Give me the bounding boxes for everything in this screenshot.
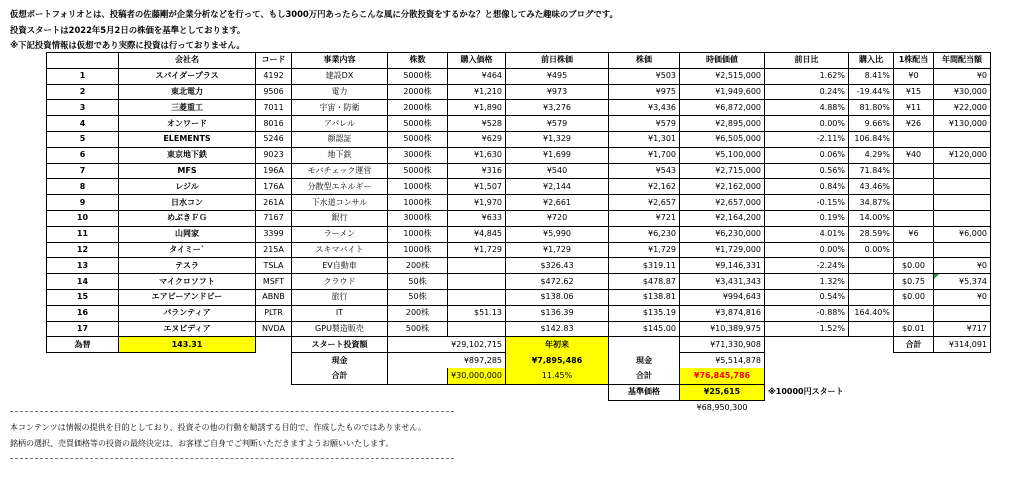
purchase-price: ¥4,845 bbox=[448, 226, 506, 242]
market-value: ¥2,895,000 bbox=[680, 116, 765, 132]
header-cell: 年間配当額 bbox=[934, 53, 991, 69]
shares: 1000株 bbox=[388, 242, 448, 258]
prev-price: ¥579 bbox=[506, 116, 609, 132]
stock-code: MSFT bbox=[256, 274, 292, 290]
table-row bbox=[47, 226, 991, 242]
row-number: 12 bbox=[47, 242, 119, 258]
prev-price: $138.06 bbox=[506, 289, 609, 305]
purchase-change bbox=[849, 274, 894, 290]
shares: 3000株 bbox=[388, 147, 448, 163]
company-name: レジル bbox=[119, 179, 256, 195]
dividend-total-label: 合計 bbox=[894, 337, 934, 353]
cash2-label: 現金 bbox=[609, 353, 680, 369]
prev-price: ¥720 bbox=[506, 210, 609, 226]
summary-row-cash bbox=[47, 353, 991, 369]
company-name: 三菱重工 bbox=[119, 100, 256, 116]
table-row bbox=[47, 195, 991, 211]
price: $138.81 bbox=[609, 289, 680, 305]
market-value: ¥1,949,600 bbox=[680, 84, 765, 100]
market-value: ¥6,505,000 bbox=[680, 131, 765, 147]
annual-dividend bbox=[934, 163, 991, 179]
company-name: めぶきＦＧ bbox=[119, 210, 256, 226]
purchase-change: 164.40% bbox=[849, 305, 894, 321]
purchase-price: ¥1,970 bbox=[448, 195, 506, 211]
purchase-price bbox=[448, 258, 506, 274]
shares: 5000株 bbox=[388, 131, 448, 147]
day-change: 0.84% bbox=[765, 179, 849, 195]
dividend-per-share: ¥15 bbox=[894, 84, 934, 100]
company-name: パランティア bbox=[119, 305, 256, 321]
stock-code: TSLA bbox=[256, 258, 292, 274]
dividend-per-share: $0.00 bbox=[894, 289, 934, 305]
purchase-change: 34.87% bbox=[849, 195, 894, 211]
row-number: 11 bbox=[47, 226, 119, 242]
purchase-price: ¥1,210 bbox=[448, 84, 506, 100]
row-number: 6 bbox=[47, 147, 119, 163]
day-change: 0.54% bbox=[765, 289, 849, 305]
business: 地下鉄 bbox=[292, 147, 388, 163]
price: ¥543 bbox=[609, 163, 680, 179]
summary-row-fx bbox=[47, 337, 991, 353]
prev-price: ¥1,329 bbox=[506, 131, 609, 147]
table-row bbox=[47, 163, 991, 179]
intro-line-2: 投資スタートは2022年5月2日の株価を基準としております。 bbox=[10, 25, 246, 35]
shares: 200株 bbox=[388, 305, 448, 321]
annual-dividend: ¥0 bbox=[934, 289, 991, 305]
row-number: 9 bbox=[47, 195, 119, 211]
market-total-value: ¥71,330,908 bbox=[680, 337, 765, 353]
stock-code: 196A bbox=[256, 163, 292, 179]
market-value: ¥9,146,331 bbox=[680, 258, 765, 274]
business: クラウド bbox=[292, 274, 388, 290]
company-name: スパイダープラス bbox=[119, 68, 256, 84]
intro-line-1: 仮想ポートフォリオとは、投稿者の佐藤剛が企業分析などを行って、もし3000万円あったらこんな風に分散投資をするかな？と想像してみた趣味のブログです。 bbox=[10, 9, 618, 19]
market-value: ¥2,162,000 bbox=[680, 179, 765, 195]
year-start-label: 年初来 bbox=[506, 337, 609, 353]
shares: 3000株 bbox=[388, 210, 448, 226]
year-pct-value: 11.45% bbox=[506, 368, 609, 384]
prev-price: $472.62 bbox=[506, 274, 609, 290]
purchase-change: 0.00% bbox=[849, 242, 894, 258]
day-change: -0.15% bbox=[765, 195, 849, 211]
dividend-per-share bbox=[894, 305, 934, 321]
shares: 1000株 bbox=[388, 179, 448, 195]
dividend-per-share: ¥26 bbox=[894, 116, 934, 132]
purchase-price: $51.13 bbox=[448, 305, 506, 321]
purchase-price: ¥316 bbox=[448, 163, 506, 179]
disclaimer-line-2: 銘柄の選択、売買価格等の投資の最終決定は、お客様ご自身でご判断いただきますようお願いいたします。 bbox=[10, 439, 394, 448]
table-row bbox=[47, 84, 991, 100]
price: ¥1,700 bbox=[609, 147, 680, 163]
shares: 2000株 bbox=[388, 100, 448, 116]
purchase-price: ¥629 bbox=[448, 131, 506, 147]
purchase-change: 81.80% bbox=[849, 100, 894, 116]
dividend-total-value: ¥314,091 bbox=[934, 337, 991, 353]
day-change: -2.11% bbox=[765, 131, 849, 147]
shares: 5000株 bbox=[388, 163, 448, 179]
business: アパレル bbox=[292, 116, 388, 132]
market-value: ¥994,643 bbox=[680, 289, 765, 305]
year-start-value: ¥7,895,486 bbox=[506, 353, 609, 369]
dividend-per-share bbox=[894, 163, 934, 179]
prev-price: ¥3,276 bbox=[506, 100, 609, 116]
market-value: ¥2,657,000 bbox=[680, 195, 765, 211]
shares: 5000株 bbox=[388, 116, 448, 132]
dividend-per-share bbox=[894, 179, 934, 195]
purchase-price: ¥1,890 bbox=[448, 100, 506, 116]
row-number: 15 bbox=[47, 289, 119, 305]
market-value: ¥2,715,000 bbox=[680, 163, 765, 179]
purchase-change: 4.29% bbox=[849, 147, 894, 163]
market-value: ¥2,164,200 bbox=[680, 210, 765, 226]
prev-price: ¥540 bbox=[506, 163, 609, 179]
dividend-per-share: ¥0 bbox=[894, 68, 934, 84]
company-name: エアビーアンドビー bbox=[119, 289, 256, 305]
row-number: 4 bbox=[47, 116, 119, 132]
annual-dividend bbox=[934, 242, 991, 258]
company-name: 東京地下鉄 bbox=[119, 147, 256, 163]
purchase-price: ¥1,630 bbox=[448, 147, 506, 163]
purchase-change: 106.84% bbox=[849, 131, 894, 147]
market-value: ¥6,230,000 bbox=[680, 226, 765, 242]
price: ¥2,162 bbox=[609, 179, 680, 195]
portfolio-table bbox=[46, 52, 991, 416]
header-cell: 会社名 bbox=[119, 53, 256, 69]
bottom-value: ¥68,950,300 bbox=[696, 403, 748, 413]
row-number: 1 bbox=[47, 68, 119, 84]
table-row bbox=[47, 147, 991, 163]
annual-dividend bbox=[934, 179, 991, 195]
price: $135.19 bbox=[609, 305, 680, 321]
annual-dividend bbox=[934, 210, 991, 226]
business: 宇宙・防衛 bbox=[292, 100, 388, 116]
price: $478.87 bbox=[609, 274, 680, 290]
annual-dividend: ¥30,000 bbox=[934, 84, 991, 100]
price: ¥2,657 bbox=[609, 195, 680, 211]
annual-dividend: ¥130,000 bbox=[934, 116, 991, 132]
market-value: ¥10,389,975 bbox=[680, 321, 765, 337]
business: 下水道コンサル bbox=[292, 195, 388, 211]
row-number: 7 bbox=[47, 163, 119, 179]
purchase-change: 71.84% bbox=[849, 163, 894, 179]
company-name: エヌビディア bbox=[119, 321, 256, 337]
stock-code: 9023 bbox=[256, 147, 292, 163]
table-row bbox=[47, 289, 991, 305]
prev-price: ¥5,990 bbox=[506, 226, 609, 242]
header-cell: コード bbox=[256, 53, 292, 69]
price: ¥3,436 bbox=[609, 100, 680, 116]
shares: 5000株 bbox=[388, 68, 448, 84]
row-number: 2 bbox=[47, 84, 119, 100]
stock-code: 4192 bbox=[256, 68, 292, 84]
table-row bbox=[47, 179, 991, 195]
business: 顔認証 bbox=[292, 131, 388, 147]
day-change: 0.00% bbox=[765, 116, 849, 132]
day-change: 1.62% bbox=[765, 68, 849, 84]
stock-code: 7011 bbox=[256, 100, 292, 116]
purchase-price: ¥1,507 bbox=[448, 179, 506, 195]
annual-dividend: ¥5,374 bbox=[934, 274, 991, 290]
price: ¥1,301 bbox=[609, 131, 680, 147]
header-cell: 株数 bbox=[388, 53, 448, 69]
table-row bbox=[47, 258, 991, 274]
price: ¥503 bbox=[609, 68, 680, 84]
cash2-value: ¥5,514,878 bbox=[680, 353, 765, 369]
table-header-row bbox=[47, 53, 991, 69]
day-change: 0.00% bbox=[765, 242, 849, 258]
purchase-change: 43.46% bbox=[849, 179, 894, 195]
table-row bbox=[47, 321, 991, 337]
table-row bbox=[47, 100, 991, 116]
stock-code: PLTR bbox=[256, 305, 292, 321]
market-value: ¥5,100,000 bbox=[680, 147, 765, 163]
purchase-price: ¥1,729 bbox=[448, 242, 506, 258]
row-number: 13 bbox=[47, 258, 119, 274]
annual-dividend: ¥0 bbox=[934, 68, 991, 84]
header-cell: 購入比 bbox=[849, 53, 894, 69]
stock-code: ABNB bbox=[256, 289, 292, 305]
stock-code: 5246 bbox=[256, 131, 292, 147]
day-change: 1.32% bbox=[765, 274, 849, 290]
business: 電力 bbox=[292, 84, 388, 100]
company-name: オンワード bbox=[119, 116, 256, 132]
business: モバチェック運営 bbox=[292, 163, 388, 179]
price: ¥6,230 bbox=[609, 226, 680, 242]
prev-price: ¥973 bbox=[506, 84, 609, 100]
business: 分散型エネルギー bbox=[292, 179, 388, 195]
price: ¥975 bbox=[609, 84, 680, 100]
fx-label: 為替 bbox=[47, 337, 119, 353]
price: $319.11 bbox=[609, 258, 680, 274]
disclaimer-line-1: 本コンテンツは情報の提供を目的としており、投資その他の行動を勧誘する目的で、作成したものではありません。 bbox=[10, 423, 426, 432]
header-cell: 1株配当 bbox=[894, 53, 934, 69]
annual-dividend bbox=[934, 131, 991, 147]
company-name: ELEMENTS bbox=[119, 131, 256, 147]
stock-code: NVDA bbox=[256, 321, 292, 337]
prev-price: ¥495 bbox=[506, 68, 609, 84]
business: IT bbox=[292, 305, 388, 321]
day-change: -0.88% bbox=[765, 305, 849, 321]
annual-dividend: ¥120,000 bbox=[934, 147, 991, 163]
table-row bbox=[47, 116, 991, 132]
purchase-price: ¥528 bbox=[448, 116, 506, 132]
shares: 500株 bbox=[388, 321, 448, 337]
header-cell bbox=[47, 53, 119, 69]
total2-value: ¥76,845,786 bbox=[680, 368, 765, 384]
header-cell: 前日株価 bbox=[506, 53, 609, 69]
day-change: 0.24% bbox=[765, 84, 849, 100]
market-value: ¥3,431,343 bbox=[680, 274, 765, 290]
purchase-price bbox=[448, 321, 506, 337]
purchase-change: -19.44% bbox=[849, 84, 894, 100]
dividend-per-share: $0.01 bbox=[894, 321, 934, 337]
dividend-per-share: $0.00 bbox=[894, 258, 934, 274]
shares: 50株 bbox=[388, 289, 448, 305]
shares: 1000株 bbox=[388, 226, 448, 242]
price: ¥721 bbox=[609, 210, 680, 226]
stock-code: 3399 bbox=[256, 226, 292, 242]
table-row bbox=[47, 68, 991, 84]
dividend-per-share: $0.75 bbox=[894, 274, 934, 290]
company-name: MFS bbox=[119, 163, 256, 179]
header-cell: 事業内容 bbox=[292, 53, 388, 69]
prev-price: $326.43 bbox=[506, 258, 609, 274]
summary-row-bottom bbox=[47, 400, 991, 416]
price: $145.00 bbox=[609, 321, 680, 337]
dividend-per-share bbox=[894, 210, 934, 226]
company-name: テスラ bbox=[119, 258, 256, 274]
table-row bbox=[47, 242, 991, 258]
table-row bbox=[47, 274, 991, 290]
header-cell: 時価価値 bbox=[680, 53, 765, 69]
price: ¥1,729 bbox=[609, 242, 680, 258]
day-change: -2.24% bbox=[765, 258, 849, 274]
annual-dividend: ¥22,000 bbox=[934, 100, 991, 116]
table-row bbox=[47, 210, 991, 226]
company-name: マイクロソフト bbox=[119, 274, 256, 290]
day-change: 0.06% bbox=[765, 147, 849, 163]
row-number: 5 bbox=[47, 131, 119, 147]
company-name: 日水コン bbox=[119, 195, 256, 211]
business: GPU製造販売 bbox=[292, 321, 388, 337]
dividend-per-share: ¥11 bbox=[894, 100, 934, 116]
purchase-change bbox=[849, 289, 894, 305]
business: スキマバイト bbox=[292, 242, 388, 258]
purchase-price: ¥633 bbox=[448, 210, 506, 226]
purchase-change: 14.00% bbox=[849, 210, 894, 226]
business: 建設DX bbox=[292, 68, 388, 84]
annual-dividend: ¥717 bbox=[934, 321, 991, 337]
prev-price: $142.83 bbox=[506, 321, 609, 337]
day-change: 1.52% bbox=[765, 321, 849, 337]
business: ラーメン bbox=[292, 226, 388, 242]
prev-price: ¥2,144 bbox=[506, 179, 609, 195]
stock-code: 9506 bbox=[256, 84, 292, 100]
stock-code: 261A bbox=[256, 195, 292, 211]
row-number: 14 bbox=[47, 274, 119, 290]
base-price-label: 基準価格 bbox=[609, 384, 680, 400]
row-number: 10 bbox=[47, 210, 119, 226]
price: ¥579 bbox=[609, 116, 680, 132]
base-price-value: ¥25,615 bbox=[680, 384, 765, 400]
company-name: 山岡家 bbox=[119, 226, 256, 242]
purchase-change bbox=[849, 321, 894, 337]
divider-top bbox=[10, 411, 454, 412]
fx-value: 143.31 bbox=[119, 337, 256, 353]
shares: 1000株 bbox=[388, 195, 448, 211]
purchase-change: 9.66% bbox=[849, 116, 894, 132]
market-value: ¥6,872,000 bbox=[680, 100, 765, 116]
base-price-note: ※10000円スタート bbox=[768, 387, 844, 397]
day-change: 4.88% bbox=[765, 100, 849, 116]
row-number: 16 bbox=[47, 305, 119, 321]
table-row bbox=[47, 131, 991, 147]
dividend-per-share: ¥40 bbox=[894, 147, 934, 163]
header-cell: 株価 bbox=[609, 53, 680, 69]
annual-dividend: ¥0 bbox=[934, 258, 991, 274]
purchase-price: ¥464 bbox=[448, 68, 506, 84]
dividend-per-share bbox=[894, 242, 934, 258]
stock-code: 176A bbox=[256, 179, 292, 195]
table-row bbox=[47, 305, 991, 321]
cash-label: 現金 bbox=[292, 353, 388, 369]
row-number: 3 bbox=[47, 100, 119, 116]
annual-dividend bbox=[934, 305, 991, 321]
purchase-price bbox=[448, 289, 506, 305]
intro-line-3: ※下記投資情報は仮想であり実際に投資は行っておりません。 bbox=[10, 40, 245, 50]
prev-price: ¥1,699 bbox=[506, 147, 609, 163]
summary-row-base bbox=[47, 384, 991, 400]
header-cell: 前日比 bbox=[765, 53, 849, 69]
stock-code: 8016 bbox=[256, 116, 292, 132]
header-cell: 購入価格 bbox=[448, 53, 506, 69]
total2-label: 合計 bbox=[609, 368, 680, 384]
start-value: ¥29,102,715 bbox=[388, 337, 506, 353]
stock-code: 215A bbox=[256, 242, 292, 258]
annual-dividend bbox=[934, 195, 991, 211]
day-change: 4.01% bbox=[765, 226, 849, 242]
cash-value: ¥897,285 bbox=[388, 353, 506, 369]
dividend-per-share bbox=[894, 195, 934, 211]
business: EV自動車 bbox=[292, 258, 388, 274]
prev-price: $136.39 bbox=[506, 305, 609, 321]
company-name: 東北電力 bbox=[119, 84, 256, 100]
start-label: スタート投資額 bbox=[292, 337, 388, 353]
business: 旅行 bbox=[292, 289, 388, 305]
purchase-change: 28.59% bbox=[849, 226, 894, 242]
annual-dividend: ¥6,000 bbox=[934, 226, 991, 242]
purchase-price bbox=[448, 274, 506, 290]
row-number: 17 bbox=[47, 321, 119, 337]
divider-bottom bbox=[10, 458, 454, 459]
shares: 50株 bbox=[388, 274, 448, 290]
total-value: ¥30,000,000 bbox=[448, 368, 506, 384]
market-value: ¥3,874,816 bbox=[680, 305, 765, 321]
dividend-per-share bbox=[894, 131, 934, 147]
row-number: 8 bbox=[47, 179, 119, 195]
shares: 2000株 bbox=[388, 84, 448, 100]
shares: 200株 bbox=[388, 258, 448, 274]
prev-price: ¥2,661 bbox=[506, 195, 609, 211]
purchase-change bbox=[849, 258, 894, 274]
stock-code: 7167 bbox=[256, 210, 292, 226]
purchase-change: 8.41% bbox=[849, 68, 894, 84]
day-change: 0.19% bbox=[765, 210, 849, 226]
company-name: タイミー` bbox=[119, 242, 256, 258]
business: 銀行 bbox=[292, 210, 388, 226]
market-value: ¥2,515,000 bbox=[680, 68, 765, 84]
prev-price: ¥1,729 bbox=[506, 242, 609, 258]
market-value: ¥1,729,000 bbox=[680, 242, 765, 258]
dividend-per-share: ¥6 bbox=[894, 226, 934, 242]
summary-row-total bbox=[47, 368, 991, 384]
day-change: 0.56% bbox=[765, 163, 849, 179]
total-label: 合計 bbox=[292, 368, 388, 384]
